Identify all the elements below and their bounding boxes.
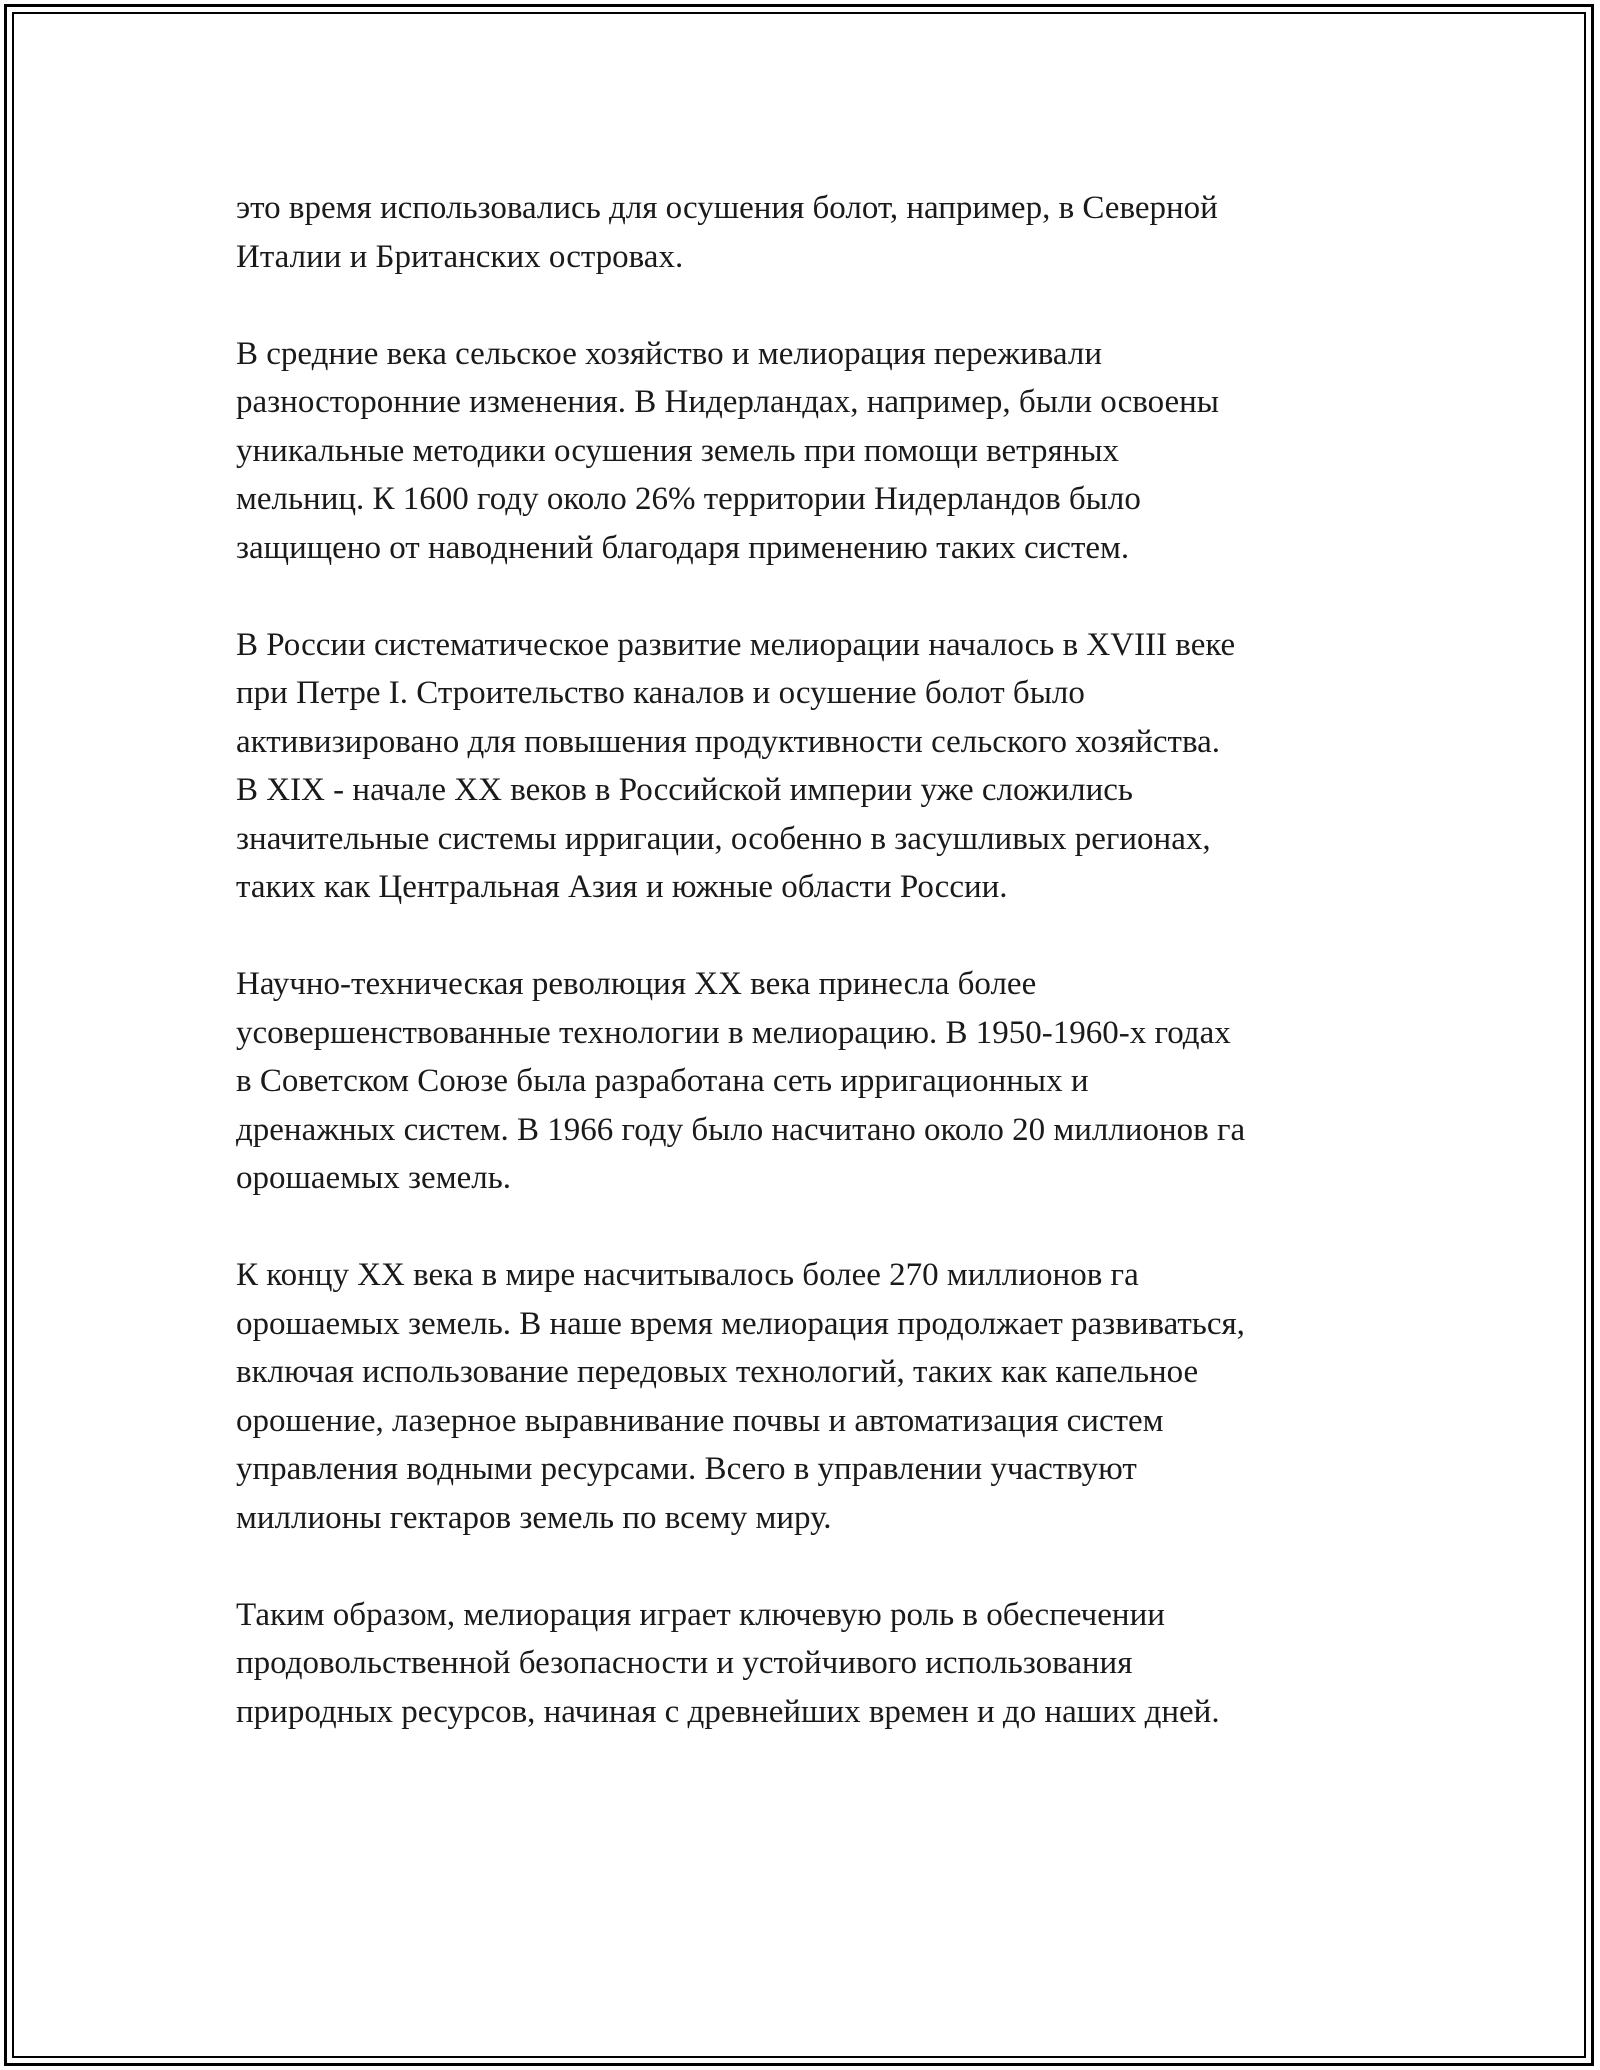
text-line: это время использовались для осушения болот, например, в Северной: [236, 190, 1218, 226]
paragraph-2: [236, 330, 1386, 573]
text-line: миллионы гектаров земель по всему миру.: [236, 1499, 832, 1536]
text-line: управления водными ресурсами. Всего в управлении участвуют: [236, 1451, 1137, 1487]
text-line: при Петре I. Строительство каналов и осушение болот было: [236, 675, 1085, 711]
text-line: активизировано для повышения продуктивности сельского хозяйства.: [236, 723, 1221, 760]
text-line: орошение, лазерное выравнивание почвы и автоматизация систем: [236, 1402, 1164, 1439]
text-line: усовершенствованные технологии в мелиорацию. В 1950-1960-х годах: [236, 1014, 1231, 1051]
text-line: защищено от наводнений благодаря применению таких систем.: [236, 529, 1130, 566]
text-line: орошаемых земель. В наше время мелиорация продолжает развиваться,: [236, 1305, 1245, 1342]
paragraph-1: [236, 184, 1386, 281]
text-line: разносторонние изменения. В Нидерландах, например, были освоены: [236, 384, 1219, 420]
text-line: таких как Центральная Азия и южные области России.: [236, 869, 1008, 905]
text-line: Таким образом, мелиорация играет ключевую роль в обеспечении: [236, 1596, 1165, 1633]
paragraph-3: [236, 621, 1386, 912]
paragraph-5: [236, 1251, 1386, 1542]
text-line: орошаемых земель.: [236, 1160, 511, 1196]
text-line: природных ресурсов, начиная с древнейших времен и до наших дней.: [236, 1693, 1220, 1730]
text-line: в Советском Союзе была разработана сеть ирригационных и: [236, 1063, 1089, 1099]
text-line: продовольственной безопасности и устойчивого использования: [236, 1645, 1133, 1681]
text-line: уникальные методики осушения земель при помощи ветряных: [236, 432, 1119, 469]
text-line: дренажных систем. В 1966 году было насчитано около 20 миллионов га: [236, 1111, 1246, 1148]
text-line: К концу XX века в мире насчитывалось более 270 миллионов га: [236, 1257, 1139, 1293]
paragraph-4: [236, 960, 1386, 1203]
text-line: В России систематическое развитие мелиорации началось в XVIII веке: [236, 626, 1236, 663]
text-line: Италии и Британских островах.: [236, 238, 684, 275]
text-line: значительные системы ирригации, особенно в засушливых регионах,: [236, 820, 1211, 857]
text-line: мельниц. К 1600 году около 26% территории Нидерландов было: [236, 481, 1141, 517]
text-line: В XIX - начале XX веков в Российской империи уже сложились: [236, 772, 1133, 808]
text-line: включая использование передовых технологий, таких как капельное: [236, 1354, 1199, 1390]
text-line: Научно-техническая революция XX века принесла более: [236, 966, 1037, 1002]
paragraph-6: [236, 1591, 1386, 1737]
document-body: [236, 184, 1386, 1785]
text-line: В средние века сельское хозяйство и мелиорация переживали: [236, 335, 1102, 372]
